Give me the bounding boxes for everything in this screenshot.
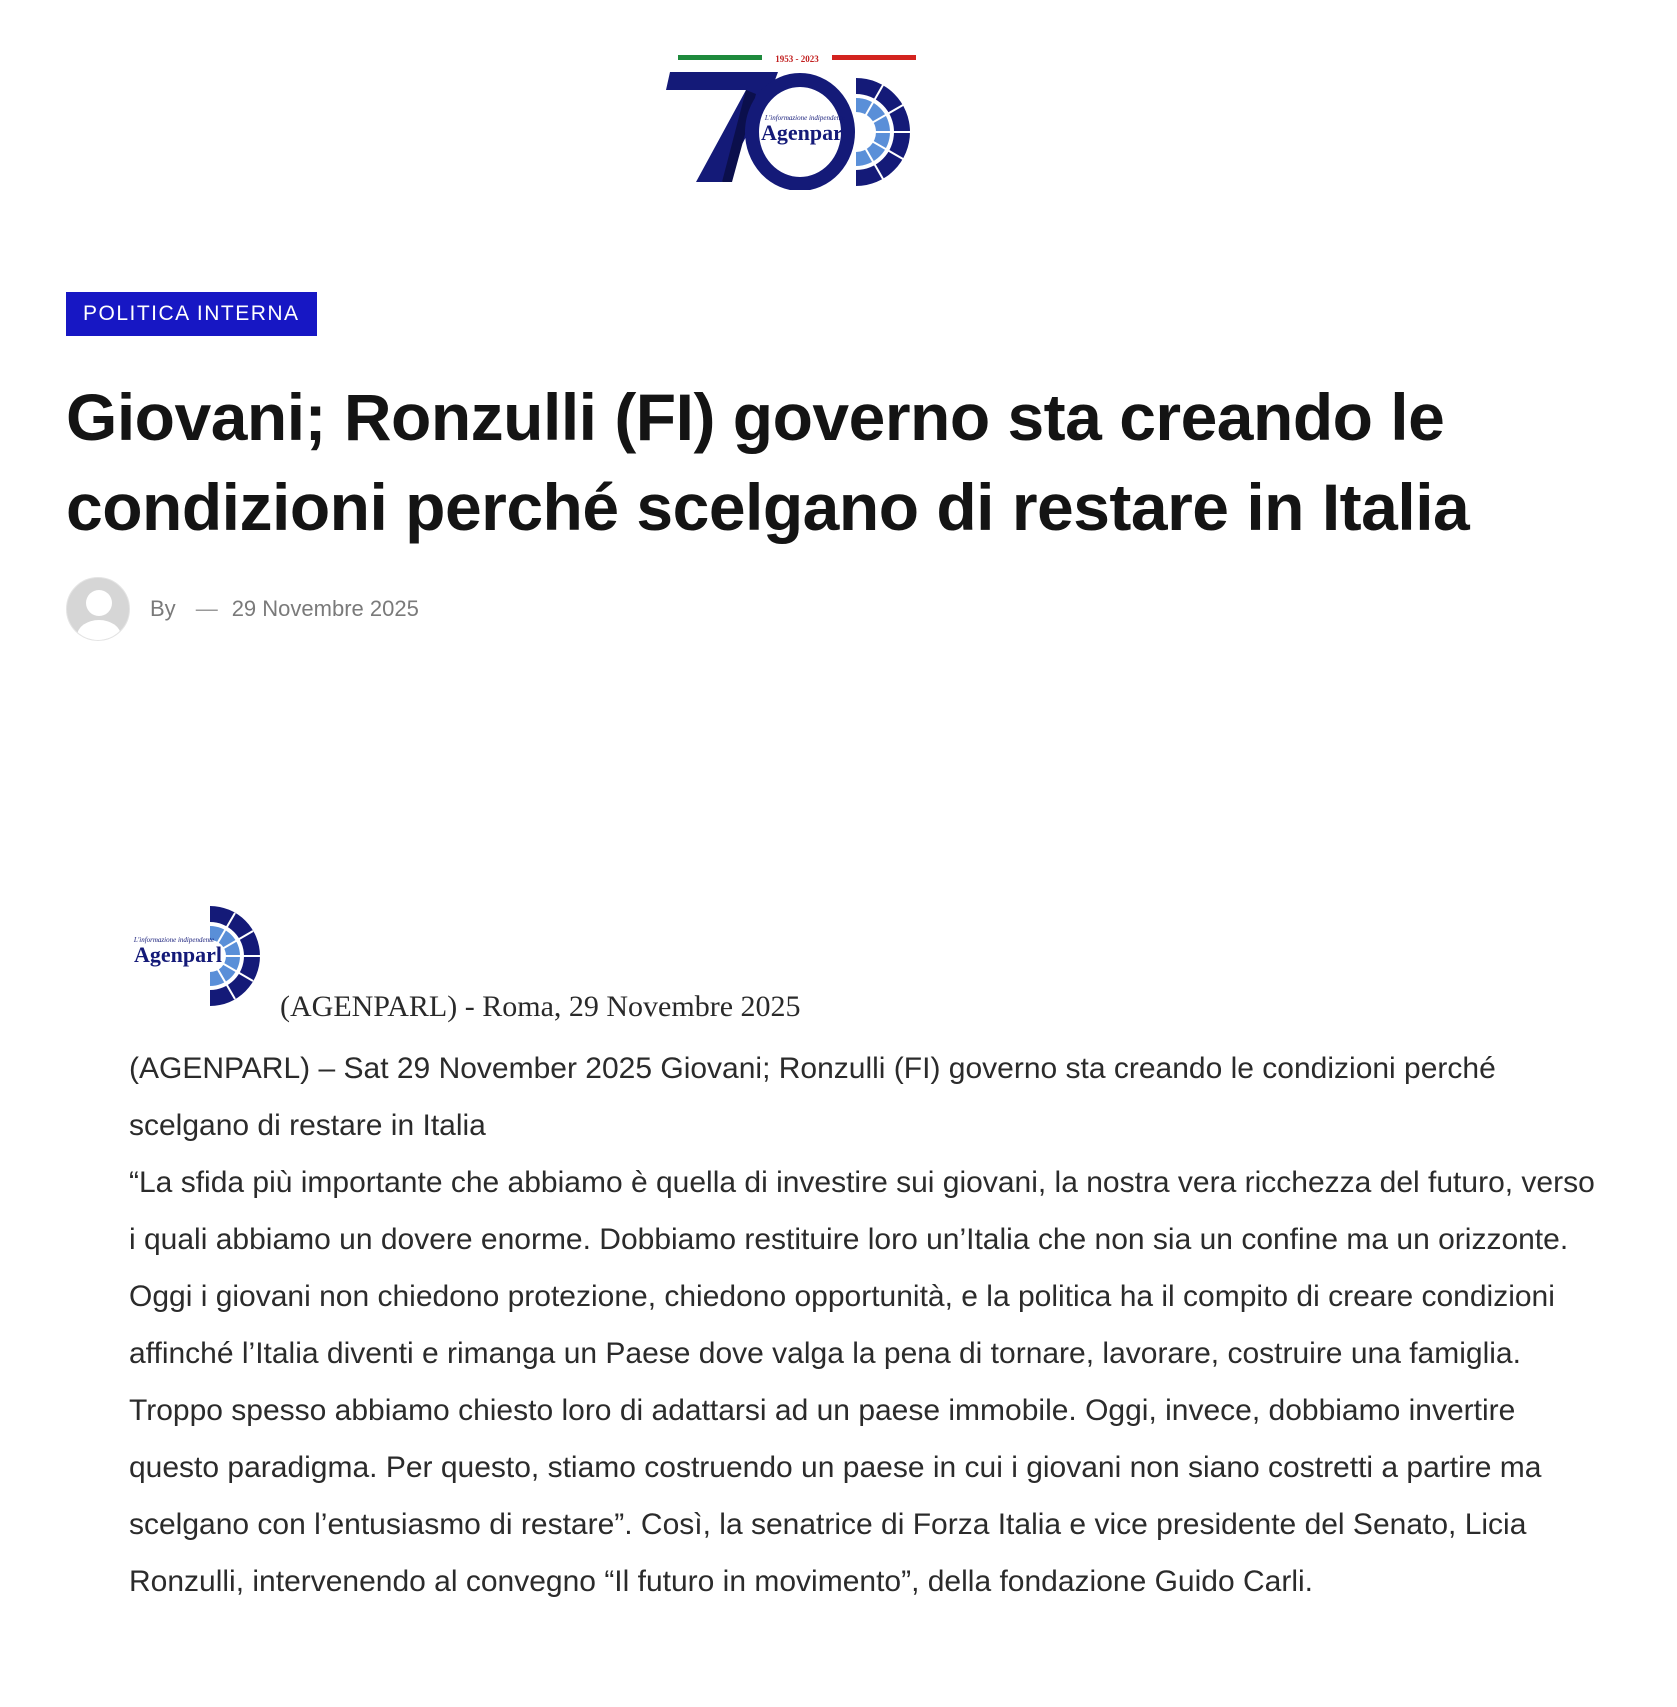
page-title: Giovani; Ronzulli (FI) governo sta creando le condizioni perché scelgano di restare in Italia — [66, 380, 1470, 544]
logo-tagline: L'informazione indipendente — [764, 114, 846, 122]
article-dateline: (AGENPARL) - Roma, 29 Novembre 2025 — [280, 990, 801, 1023]
byline-prefix: By — [150, 596, 176, 621]
byline-separator: — — [195, 596, 218, 621]
logo-brand: Agenparl — [761, 120, 849, 145]
category-badge[interactable]: POLITICA INTERNA — [66, 292, 317, 336]
article-body — [129, 1040, 1599, 1610]
flag-stripe-green — [678, 55, 762, 60]
author-avatar[interactable] — [66, 577, 130, 641]
inline-logo-tagline: L'informazione indipendente — [133, 936, 215, 944]
parliament-wheel-icon — [856, 78, 910, 186]
article-paragraph: “La sfida più importante che abbiamo è quella di investire sui giovani, la nostra vera ricchezza del futuro, verso i quali abbiamo un dovere enorme. Dobbiamo restituire loro un’Italia che non sia un confine ma un orizzonte. Oggi i giovani non chiedono protezione, chiedono opportunità, e la politica ha il compito di creare condizioni affinché l’Italia diventi e rimanga un Paese dove valga la pena di tornare, lavorare, costruire una famiglia. Troppo spesso abbiamo chiesto loro di adattarsi ad un paese immobile. Oggi, invece, dobbiamo invertire questo paradigma. Per questo, stiamo costruendo un paese in cui i giovani non siano costretti a partire ma scelgano con l’entusiasmo di restare”. Così, la senatrice di Forza Italia e vice presidente del Senato, Licia Ronzulli, intervenendo al convegno “Il futuro in movimento”, della fondazione Guido Carli. — [129, 1166, 1595, 1598]
publish-date: 29 Novembre 2025 — [231, 596, 419, 621]
byline — [66, 576, 419, 642]
agenparl-logo-icon — [128, 900, 272, 1008]
article-lead: (AGENPARL) – Sat 29 November 2025 Giovani; Ronzulli (FI) governo sta creando le condizioni perché scelgano di restare in Italia — [129, 1052, 1496, 1142]
site-logo[interactable] — [660, 50, 922, 190]
inline-logo-brand: Agenparl — [134, 942, 222, 967]
logo-years: 1953 - 2023 — [775, 54, 819, 64]
agenparl-70-logo-icon — [660, 50, 922, 190]
article-inline-logo — [128, 900, 272, 1008]
flag-stripe-red — [832, 55, 916, 60]
